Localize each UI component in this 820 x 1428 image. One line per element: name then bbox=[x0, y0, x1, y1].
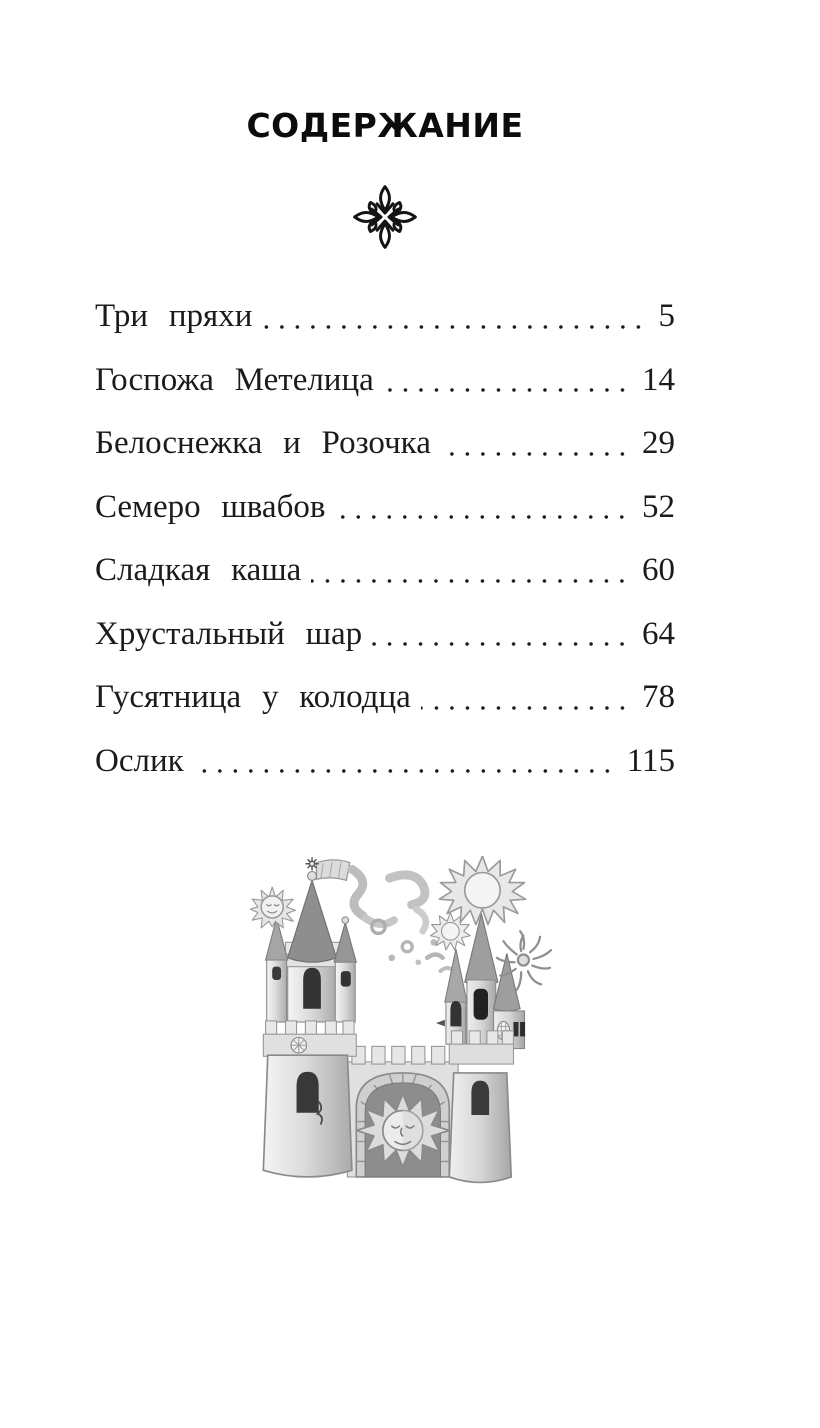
toc-entry-title: Семеро швабов bbox=[95, 488, 326, 525]
left-right-turret bbox=[334, 917, 356, 1022]
toc-entry-title: Госпожа Метелица bbox=[95, 361, 374, 398]
toc-entry bbox=[95, 666, 675, 730]
toc-entry-title: Хрустальный шар bbox=[95, 615, 363, 652]
small-sun-face-icon bbox=[250, 887, 295, 928]
toc-entry bbox=[95, 730, 675, 794]
narrow-left-spire bbox=[445, 949, 467, 1044]
diamond-knot-ornament-icon bbox=[352, 184, 418, 250]
page-title: СОДЕРЖАНИЕ bbox=[246, 106, 524, 145]
toc-entry-page: 29 bbox=[642, 425, 675, 461]
toc-entry bbox=[95, 476, 675, 540]
toc-entry-page: 78 bbox=[642, 679, 675, 715]
dot-leader bbox=[421, 706, 630, 710]
big-sun-icon bbox=[439, 856, 525, 925]
toc-entry-page: 64 bbox=[642, 615, 675, 652]
dot-leader bbox=[384, 388, 630, 392]
toc-entry-page: 115 bbox=[626, 742, 675, 779]
toc-entry-page: 14 bbox=[642, 361, 675, 398]
dot-leader bbox=[335, 515, 630, 519]
rosette-window-icon bbox=[291, 1037, 306, 1052]
toc-entry bbox=[95, 603, 675, 667]
castle-illustration bbox=[250, 856, 560, 1188]
toc-entry bbox=[95, 412, 675, 476]
toc-entry bbox=[95, 539, 675, 603]
left-tower bbox=[250, 857, 356, 1177]
toc-entry-page: 5 bbox=[658, 298, 675, 334]
toc-entry bbox=[95, 349, 675, 413]
table-of-contents bbox=[95, 285, 675, 793]
toc-entry-title: Ослик bbox=[95, 742, 184, 779]
toc-entry-title: Гусятница у колодца bbox=[95, 679, 411, 715]
dot-leader bbox=[441, 452, 630, 456]
dot-leader bbox=[372, 642, 630, 646]
dot-leader bbox=[262, 325, 646, 329]
toc-entry bbox=[95, 285, 675, 349]
dot-leader bbox=[311, 579, 630, 583]
contents-page bbox=[95, 104, 675, 1188]
toc-entry-page: 52 bbox=[642, 488, 675, 525]
left-small-turret bbox=[266, 912, 288, 1022]
toc-entry-page: 60 bbox=[642, 552, 675, 588]
toc-entry-title: Белоснежка и Розочка bbox=[95, 425, 431, 461]
dot-leader bbox=[194, 769, 615, 773]
toc-entry-title: Сладкая каша bbox=[95, 552, 302, 588]
pennant-icon bbox=[436, 1020, 445, 1027]
toc-entry-title: Три пряхи bbox=[95, 298, 253, 334]
